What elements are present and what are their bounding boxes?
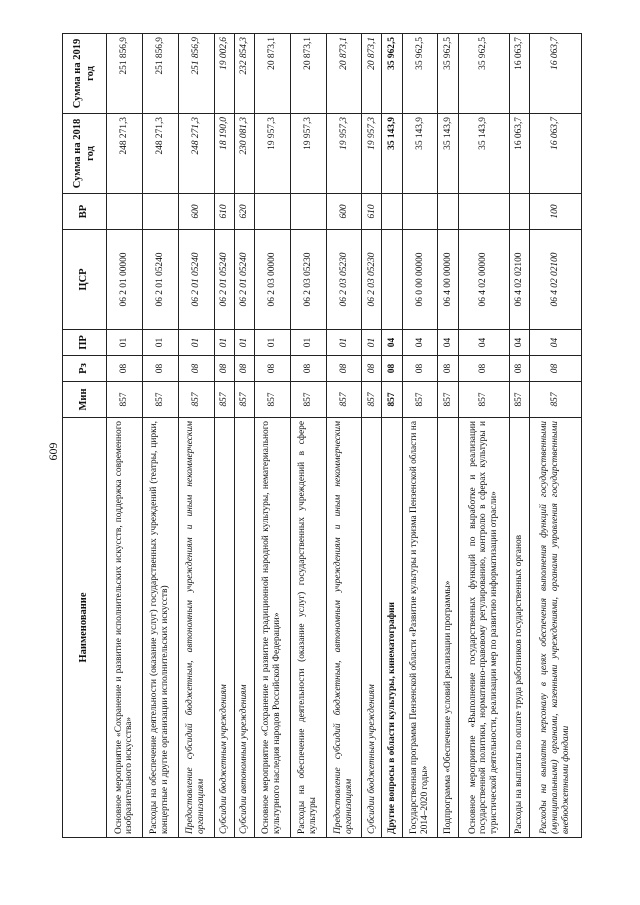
cell-pr: 04 <box>402 330 438 356</box>
cell-rz: 08 <box>402 356 438 382</box>
table-row <box>107 34 143 838</box>
cell-csr: 06 4 00 00000 <box>438 230 458 330</box>
cell-min: 857 <box>438 382 458 418</box>
cell-name: Расходы на выплаты по оплате труда работников государственных органов <box>510 418 530 838</box>
cell-sum-2019: 35 962,5 <box>382 34 402 114</box>
cell-csr: 06 2 03 05230 <box>290 230 326 330</box>
cell-rz: 08 <box>382 356 402 382</box>
table-row <box>142 34 178 838</box>
header-name: Наименование <box>63 418 107 838</box>
cell-min: 857 <box>142 382 178 418</box>
cell-min: 857 <box>458 382 510 418</box>
cell-name: Государственная программа Пензенской области «Развитие культуры и туризма Пензенской области на 2014–2020 годы» <box>402 418 438 838</box>
cell-csr: 06 4 02 02100 <box>530 230 582 330</box>
cell-min: 857 <box>382 382 402 418</box>
cell-sum-2018: 19 957,3 <box>290 114 326 194</box>
cell-name: Субсидии бюджетным учреждениям <box>214 418 234 838</box>
cell-csr: 06 2 01 05240 <box>142 230 178 330</box>
cell-csr: 06 2 01 05240 <box>234 230 254 330</box>
cell-sum-2018: 16 063,7 <box>510 114 530 194</box>
cell-vr <box>402 194 438 230</box>
cell-rz: 08 <box>107 356 143 382</box>
cell-min: 857 <box>326 382 362 418</box>
cell-name: Субсидии бюджетным учреждениям <box>362 418 382 838</box>
cell-min: 857 <box>234 382 254 418</box>
cell-name: Расходы на обеспечение деятельности (оказание услуг) государственных учреждений в сфере культуры <box>290 418 326 838</box>
cell-csr: 06 2 01 00000 <box>107 230 143 330</box>
cell-rz: 08 <box>290 356 326 382</box>
cell-sum-2018: 35 143,9 <box>382 114 402 194</box>
cell-sum-2019: 16 063,7 <box>510 34 530 114</box>
cell-pr: 01 <box>142 330 178 356</box>
cell-sum-2019: 20 873,1 <box>326 34 362 114</box>
table-row <box>438 34 458 838</box>
table-row <box>290 34 326 838</box>
cell-sum-2019: 35 962,5 <box>458 34 510 114</box>
table-row <box>362 34 382 838</box>
cell-pr: 01 <box>290 330 326 356</box>
cell-sum-2018: 230 081,3 <box>234 114 254 194</box>
table-row <box>458 34 510 838</box>
cell-sum-2018: 248 271,3 <box>107 114 143 194</box>
cell-sum-2018: 19 957,3 <box>362 114 382 194</box>
page-number: 609 <box>46 442 61 461</box>
cell-sum-2018: 248 271,3 <box>142 114 178 194</box>
table-row <box>326 34 362 838</box>
cell-vr <box>290 194 326 230</box>
header-vr: ВР <box>63 194 107 230</box>
cell-sum-2019: 20 873,1 <box>362 34 382 114</box>
table-header-row <box>63 34 107 838</box>
cell-sum-2019: 232 854,3 <box>234 34 254 114</box>
cell-pr: 04 <box>382 330 402 356</box>
cell-min: 857 <box>107 382 143 418</box>
cell-vr: 610 <box>362 194 382 230</box>
cell-rz: 08 <box>178 356 214 382</box>
cell-vr: 620 <box>234 194 254 230</box>
cell-csr: 06 0 00 00000 <box>402 230 438 330</box>
cell-rz: 08 <box>326 356 362 382</box>
cell-vr <box>254 194 290 230</box>
table-row <box>214 34 234 838</box>
cell-name: Основное мероприятие «Сохранение и развитие традиционной народной культуры, нематериального культурного наследия народов Российской Федерации» <box>254 418 290 838</box>
table-row <box>254 34 290 838</box>
cell-vr <box>510 194 530 230</box>
header-rz: Рз <box>63 356 107 382</box>
cell-csr: 06 4 02 00000 <box>458 230 510 330</box>
cell-name: Расходы на выплаты персоналу в целях обеспечения выполнения функций государственными (муниципальными) органами, казенными учреждениями, органами управления государственными внебюджетными фондами <box>530 418 582 838</box>
cell-min: 857 <box>214 382 234 418</box>
header-sum-2018: Сумма на 2018 год <box>63 114 107 194</box>
table-row <box>402 34 438 838</box>
cell-vr <box>438 194 458 230</box>
cell-sum-2019: 251 856,9 <box>178 34 214 114</box>
cell-sum-2019: 20 873,1 <box>290 34 326 114</box>
cell-rz: 08 <box>254 356 290 382</box>
cell-csr: 06 2 01 05240 <box>178 230 214 330</box>
cell-min: 857 <box>254 382 290 418</box>
cell-pr: 01 <box>362 330 382 356</box>
cell-min: 857 <box>362 382 382 418</box>
cell-sum-2018: 16 063,7 <box>530 114 582 194</box>
cell-pr: 01 <box>178 330 214 356</box>
table-row <box>382 34 402 838</box>
cell-sum-2018: 19 957,3 <box>254 114 290 194</box>
cell-sum-2019: 16 063,7 <box>530 34 582 114</box>
cell-sum-2019: 35 962,5 <box>438 34 458 114</box>
cell-rz: 08 <box>214 356 234 382</box>
cell-name: Субсидии автономным учреждениям <box>234 418 254 838</box>
cell-min: 857 <box>290 382 326 418</box>
cell-pr: 04 <box>438 330 458 356</box>
budget-table <box>62 33 582 838</box>
cell-pr: 01 <box>326 330 362 356</box>
cell-pr: 01 <box>254 330 290 356</box>
cell-rz: 08 <box>142 356 178 382</box>
cell-pr: 01 <box>234 330 254 356</box>
header-min: Мин <box>63 382 107 418</box>
cell-vr <box>382 194 402 230</box>
cell-rz: 08 <box>234 356 254 382</box>
table-row <box>530 34 582 838</box>
cell-vr <box>107 194 143 230</box>
cell-csr: 06 2 03 05230 <box>326 230 362 330</box>
cell-min: 857 <box>402 382 438 418</box>
cell-vr: 600 <box>178 194 214 230</box>
cell-vr <box>458 194 510 230</box>
cell-pr: 04 <box>510 330 530 356</box>
header-sum-2019: Сумма на 2019 год <box>63 34 107 114</box>
cell-vr: 100 <box>530 194 582 230</box>
cell-min: 857 <box>530 382 582 418</box>
header-pr: ПР <box>63 330 107 356</box>
cell-sum-2019: 251 856,9 <box>107 34 143 114</box>
cell-min: 857 <box>510 382 530 418</box>
cell-name: Основное мероприятие «Выполнение государственных функций по выработке и реализации государственной политики, нормативно-правовому регулированию, контролю в сферах культуры и туристической деятельности, реализации мер по развитию информатизации отрасли» <box>458 418 510 838</box>
cell-rz: 08 <box>362 356 382 382</box>
header-csr: ЦСР <box>63 230 107 330</box>
cell-name: Подпрограмма «Обеспечение условий реализации программы» <box>438 418 458 838</box>
cell-rz: 08 <box>458 356 510 382</box>
cell-vr: 600 <box>326 194 362 230</box>
cell-name: Предоставление субсидий бюджетным, автономным учреждениям и иным некоммерческим организациям <box>326 418 362 838</box>
cell-sum-2018: 35 143,9 <box>438 114 458 194</box>
cell-sum-2019: 251 856,9 <box>142 34 178 114</box>
cell-sum-2018: 18 190,0 <box>214 114 234 194</box>
cell-vr: 610 <box>214 194 234 230</box>
cell-sum-2018: 35 143,9 <box>458 114 510 194</box>
table-row <box>234 34 254 838</box>
cell-name: Другие вопросы в области культуры, кинематографии <box>382 418 402 838</box>
cell-rz: 08 <box>438 356 458 382</box>
table-row <box>178 34 214 838</box>
cell-sum-2019: 19 002,6 <box>214 34 234 114</box>
cell-min: 857 <box>178 382 214 418</box>
cell-sum-2019: 20 873,1 <box>254 34 290 114</box>
table-body <box>107 34 582 838</box>
cell-pr: 01 <box>214 330 234 356</box>
cell-csr: 06 2 01 05240 <box>214 230 234 330</box>
cell-name: Предоставление субсидий бюджетным, автономным учреждениям и иным некоммерческим организациям <box>178 418 214 838</box>
cell-pr: 04 <box>530 330 582 356</box>
cell-csr <box>382 230 402 330</box>
cell-pr: 01 <box>107 330 143 356</box>
cell-name: Основное мероприятие «Сохранение и развитие исполнительских искусств, поддержка современного изобразительного искусства» <box>107 418 143 838</box>
cell-name: Расходы на обеспечение деятельности (оказание услуг) государственных учреждений (театры, цирки, концертные и другие организации исполнительских искусств) <box>142 418 178 838</box>
cell-csr: 06 2 03 05230 <box>362 230 382 330</box>
cell-sum-2018: 248 271,3 <box>178 114 214 194</box>
rotated-table-container <box>62 34 582 838</box>
cell-csr: 06 2 03 00000 <box>254 230 290 330</box>
cell-sum-2018: 35 143,9 <box>402 114 438 194</box>
cell-rz: 08 <box>510 356 530 382</box>
cell-csr: 06 4 02 02100 <box>510 230 530 330</box>
cell-sum-2018: 19 957,3 <box>326 114 362 194</box>
table-row <box>510 34 530 838</box>
cell-sum-2019: 35 962,5 <box>402 34 438 114</box>
cell-rz: 08 <box>530 356 582 382</box>
cell-vr <box>142 194 178 230</box>
cell-pr: 04 <box>458 330 510 356</box>
